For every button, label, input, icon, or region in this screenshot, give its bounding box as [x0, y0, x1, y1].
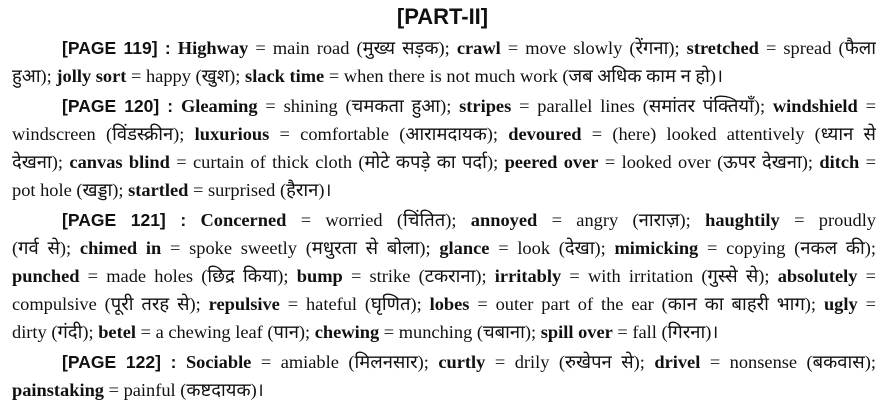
definition: = copying (नकल की);	[707, 238, 876, 258]
definition: = looked over (ऊपर देखना);	[604, 152, 813, 172]
definition: = amiable (मिलनसार);	[260, 352, 429, 372]
glossary-line	[12, 234, 876, 262]
definition: = outer part of the ear (कान का बाहरी भाग);	[477, 294, 817, 314]
definition: = happy (खुश);	[131, 66, 241, 86]
term: mimicking	[614, 238, 699, 258]
glossary-line	[62, 92, 876, 120]
term: annoyed	[470, 210, 538, 230]
glossary-line	[62, 348, 876, 376]
definition: हुआ);	[12, 66, 52, 86]
definition: =	[865, 294, 876, 314]
definition: =	[865, 266, 876, 286]
term: canvas blind	[69, 152, 170, 172]
term: Highway	[177, 38, 249, 58]
definition: compulsive (पूरी तरह से);	[12, 294, 201, 314]
term: devoured	[508, 124, 582, 144]
page-tag: [PAGE 122] :	[62, 352, 177, 372]
term: peered over	[504, 152, 599, 172]
glossary-line	[12, 62, 876, 90]
definition: = painful (कष्टदायक)।	[108, 380, 264, 400]
term: windshield	[772, 96, 858, 116]
definition: = (here) looked attentively (ध्यान से	[591, 124, 876, 144]
definition: = made holes (छिद्र किया);	[87, 266, 289, 286]
term: startled	[128, 180, 189, 200]
page-tag: [PAGE 119] :	[62, 38, 171, 58]
definition: =	[865, 152, 876, 172]
definition: = nonsense (बकवास);	[709, 352, 876, 372]
definition: = move slowly (रेंगना);	[507, 38, 680, 58]
section-heading: [PART-II]	[396, 4, 489, 29]
term: painstaking	[12, 380, 104, 400]
term: jolly sort	[56, 66, 127, 86]
definition: = spread (फैला	[765, 38, 876, 58]
term: haughtily	[705, 210, 780, 230]
page-tag: [PAGE 121] :	[62, 210, 187, 230]
definition: = parallel lines (समांतर पंक्तियाँ);	[519, 96, 766, 116]
definition: = fall (गिरना)।	[617, 322, 719, 342]
glossary-line	[12, 290, 876, 318]
definition: = main road (मुख्य सड़क);	[255, 38, 450, 58]
glossary-line	[12, 148, 876, 176]
term: bump	[296, 266, 343, 286]
term: lobes	[429, 294, 470, 314]
definition: देखना);	[12, 152, 64, 172]
term: slack time	[245, 66, 325, 86]
term: repulsive	[208, 294, 280, 314]
definition: = look (देखा);	[498, 238, 606, 258]
term: betel	[98, 322, 136, 342]
term: stripes	[459, 96, 512, 116]
term: irritably	[494, 266, 562, 286]
definition: = strike (टकराना);	[350, 266, 487, 286]
definition: (गर्व से);	[12, 238, 72, 258]
definition: = hateful (घृणित);	[287, 294, 422, 314]
term: drivel	[654, 352, 701, 372]
glossary-line	[12, 318, 876, 346]
definition: = angry (नाराज़);	[551, 210, 691, 230]
term: ugly	[823, 294, 858, 314]
glossary-line	[62, 34, 876, 62]
term: crawl	[456, 38, 501, 58]
definition: = with irritation (गुस्से से);	[569, 266, 770, 286]
term: glance	[439, 238, 490, 258]
term: luxurious	[194, 124, 270, 144]
definition: windscreen (विंडस्क्रीन);	[12, 124, 185, 144]
definition: = drily (रुखेपन से);	[494, 352, 645, 372]
term: punched	[12, 266, 80, 286]
term: Gleaming	[180, 96, 258, 116]
definition: = spoke sweetly (मधुरता से बोला);	[169, 238, 431, 258]
term: ditch	[819, 152, 860, 172]
page-tag: [PAGE 120] :	[62, 96, 174, 116]
definition: = worried (चिंतित);	[300, 210, 457, 230]
definition: = curtain of thick cloth (मोटे कपड़े का पर्दा);	[176, 152, 499, 172]
glossary-line	[12, 120, 876, 148]
definition: = when there is not much work (जब अधिक काम न हो)।	[328, 66, 724, 86]
definition: dirty (गंदी);	[12, 322, 94, 342]
definition: pot hole (खड्डा);	[12, 180, 124, 200]
definition: = comfortable (आरामदायक);	[279, 124, 498, 144]
definition: = surprised (हैरान)।	[192, 180, 332, 200]
term: curtly	[438, 352, 486, 372]
glossary-line	[12, 376, 876, 400]
term: stretched	[686, 38, 759, 58]
glossary-line	[62, 206, 876, 234]
term: chimed in	[79, 238, 162, 258]
definition: = shining (चमकता हुआ);	[265, 96, 452, 116]
definition: = munching (चबाना);	[383, 322, 537, 342]
glossary-line	[12, 176, 876, 204]
term: Sociable	[185, 352, 252, 372]
definition: = a chewing leaf (पान);	[140, 322, 311, 342]
term: absolutely	[777, 266, 858, 286]
term: spill over	[540, 322, 613, 342]
definition: =	[865, 96, 876, 116]
definition: = proudly	[794, 210, 876, 230]
glossary-line	[12, 262, 876, 290]
term: Concerned	[200, 210, 287, 230]
term: chewing	[314, 322, 380, 342]
